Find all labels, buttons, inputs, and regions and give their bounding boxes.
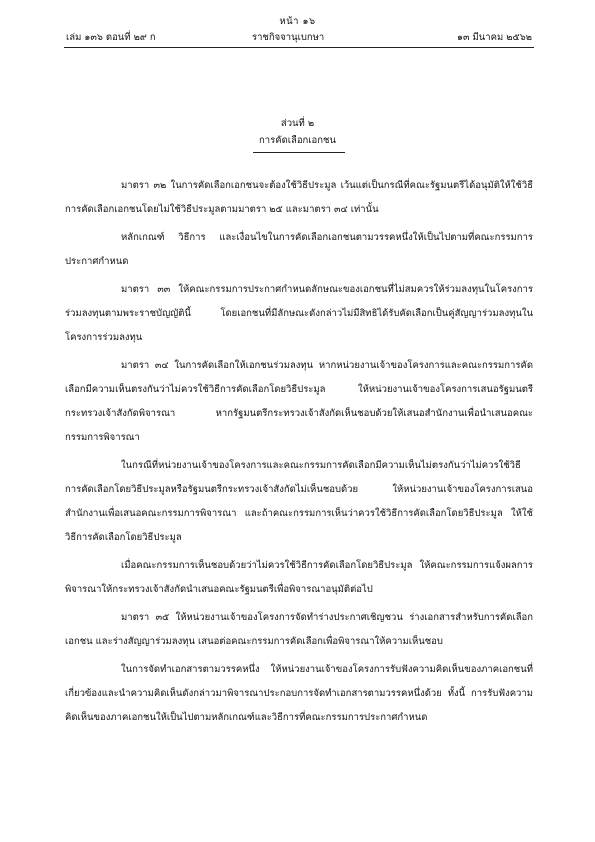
document-body [65,174,533,734]
gazette-name: ราชกิจจานุเบกษา [252,32,325,43]
paragraph-section-32-2: หลักเกณฑ์ วิธีการ และเงื่อนไขในการคัดเลือกเอกชนตามวรรคหนึ่งให้เป็นไปตามที่คณะกรรมการประกาศกำหนด [65,232,533,267]
header-rule [64,47,534,48]
paragraph-section-34-3: เมื่อคณะกรรมการเห็นชอบด้วยว่าไม่ควรใช้วิธีการคัดเลือกโดยวิธีประมูล ให้คณะกรรมการแจ้งผลการพิจารณาให้กระทรวงเจ้าสังกัดนำเสนอคณะรัฐมนตรีเพื่อพิจารณาอนุมัติต่อไป [65,560,533,595]
paragraph-section-35-2: ในการจัดทำเอกสารตามวรรคหนึ่ง ให้หน่วยงานเจ้าของโครงการรับฟังความคิดเห็นของภาคเอกชนที่เกี่ยวข้องและนำความคิดเห็นดังกล่าวมาพิจารณาประกอบการจัดทำเอกสารตามวรรคหนึ่งด้วย ทั้งนี้ การรับฟังความคิดเห็นของภาคเอกชนให้เป็นไปตามหลักเกณฑ์และวิธีการที่คณะกรรมการประกาศกำหนด [65,664,533,723]
publication-date: ๑๓ มีนาคม ๒๕๖๒ [456,32,532,43]
running-header [66,30,532,46]
page-number: หน้า ๑๖ [279,16,316,27]
section-title: การคัดเลือกเอกชน [259,135,336,146]
section-title-underline [253,152,345,153]
paragraph-section-34: มาตรา ๓๔ ในการคัดเลือกให้เอกชนร่วมลงทุน หากหน่วยงานเจ้าของโครงการและคณะกรรมการคัดเลือกมีความเห็นตรงกันว่าไม่ควรใช้วิธีการคัดเลือกโดยวิธีประมูล ให้หน่วยงานเจ้าของโครงการเสนอรัฐมนตรีกระทรวงเจ้าสังกัดพิจารณา หากรัฐมนตรีกระทรวงเจ้าสังกัดเห็นชอบด้วยให้เสนอสำนักงานเพื่อนำเสนอคณะกรรมการพิจารณา [65,360,533,443]
section-number: ส่วนที่ ๒ [280,118,315,129]
paragraph-section-34-2: ในกรณีที่หน่วยงานเจ้าของโครงการและคณะกรรมการคัดเลือกมีความเห็นไม่ตรงกันว่าไม่ควรใช้วิธีการคัดเลือกโดยวิธีประมูลหรือรัฐมนตรีกระทรวงเจ้าสังกัดไม่เห็นชอบด้วย ให้หน่วยงานเจ้าของโครงการเสนอสำนักงานเพื่อเสนอคณะกรรมการพิจารณา และถ้าคณะกรรมการเห็นว่าควรใช้วิธีการคัดเลือกโดยวิธีประมูล ให้ใช้วิธีการคัดเลือกโดยวิธีประมูล [65,460,533,543]
paragraph-section-33: มาตรา ๓๓ ให้คณะกรรมการประกาศกำหนดลักษณะของเอกชนที่ไม่สมควรให้ร่วมลงทุนในโครงการร่วมลงทุนตามพระราชบัญญัตินี้ โดยเอกชนที่มีลักษณะดังกล่าวไม่มีสิทธิได้รับคัดเลือกเป็นคู่สัญญาร่วมลงทุนในโครงการร่วมลงทุน [65,284,533,343]
paragraph-section-35: มาตรา ๓๕ ให้หน่วยงานเจ้าของโครงการจัดทำร่างประกาศเชิญชวน ร่างเอกสารสำหรับการคัดเลือกเอกชน และร่างสัญญาร่วมลงทุน เสนอต่อคณะกรรมการคัดเลือกเพื่อพิจารณาให้ความเห็นชอบ [65,612,533,647]
volume-issue: เล่ม ๑๓๖ ตอนที่ ๒๙ ก [66,32,156,43]
paragraph-section-32: มาตรา ๓๒ ในการคัดเลือกเอกชนจะต้องใช้วิธีประมูล เว้นแต่เป็นกรณีที่คณะรัฐมนตรีได้อนุมัติให้ใช้วิธีการคัดเลือกเอกชนโดยไม่ใช้วิธีประมูลตามมาตรา ๒๕ และมาตรา ๓๔ เท่านั้น [65,180,533,215]
